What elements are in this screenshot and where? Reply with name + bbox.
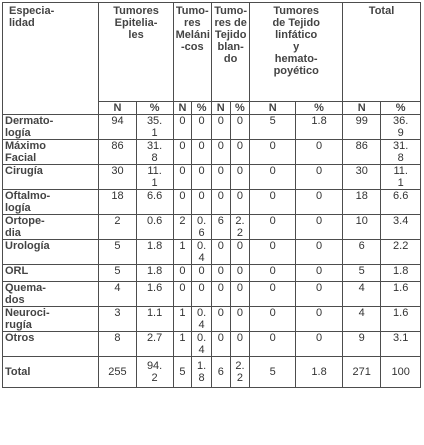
cell-percent: 0.6 xyxy=(136,215,173,240)
cell-percent: 1.6 xyxy=(381,282,421,307)
cell-percent: 0. 4 xyxy=(192,332,212,357)
cell-percent: 3.1 xyxy=(381,332,421,357)
cell-count: 0 xyxy=(211,265,230,282)
cell-count: 271 xyxy=(343,357,381,388)
cell-count: 0 xyxy=(211,115,230,140)
cell-count: 0 xyxy=(250,332,296,357)
cell-percent: 0 xyxy=(192,190,212,215)
cell-percent: 1.8 xyxy=(136,265,173,282)
cell-count: 10 xyxy=(343,215,381,240)
header-total: Total xyxy=(343,3,421,102)
cell-count: 0 xyxy=(211,332,230,357)
cell-count: 0 xyxy=(250,165,296,190)
cell-percent: 0 xyxy=(230,282,250,307)
row-specialty-name: ORL xyxy=(3,265,99,282)
table-row xyxy=(3,115,421,140)
sub-header-n: N xyxy=(211,102,230,115)
row-specialty-name: Urología xyxy=(3,240,99,265)
header-melanicos: Tumo- res Meláni -cos xyxy=(173,3,211,102)
cell-count: 1 xyxy=(173,240,192,265)
cell-count: 5 xyxy=(343,265,381,282)
cell-percent: 0 xyxy=(230,265,250,282)
cell-percent: 3.4 xyxy=(381,215,421,240)
cell-percent: 0 xyxy=(192,140,212,165)
cell-percent: 0 xyxy=(192,265,212,282)
cell-percent: 0 xyxy=(192,282,212,307)
cell-count: 0 xyxy=(211,165,230,190)
header-tejido-blando: Tumo- res de Tejido blan- do xyxy=(211,3,249,102)
cell-count: 0 xyxy=(250,140,296,165)
sub-header-pct: % xyxy=(296,102,343,115)
cell-percent: 1.6 xyxy=(136,282,173,307)
cell-percent: 0. 4 xyxy=(192,307,212,332)
sub-header-pct: % xyxy=(230,102,250,115)
header-linfatico: Tumores de Tejido linfático y hemato- poyético xyxy=(250,3,343,102)
cell-count: 2 xyxy=(99,215,136,240)
cell-count: 5 xyxy=(250,115,296,140)
cell-percent: 0 xyxy=(230,115,250,140)
cell-percent: 2.7 xyxy=(136,332,173,357)
cell-count: 9 xyxy=(343,332,381,357)
cell-percent: 36. 9 xyxy=(381,115,421,140)
sub-header-n: N xyxy=(99,102,136,115)
cell-count: 5 xyxy=(173,357,192,388)
cell-count: 1 xyxy=(173,332,192,357)
table-row xyxy=(3,215,421,240)
cell-count: 0 xyxy=(250,215,296,240)
sub-header-n: N xyxy=(250,102,296,115)
cell-percent: 0. 4 xyxy=(192,240,212,265)
header-especialidad: Especia- lidad xyxy=(3,3,99,115)
cell-percent: 6.6 xyxy=(381,190,421,215)
cell-percent: 6.6 xyxy=(136,190,173,215)
cell-count: 0 xyxy=(211,190,230,215)
row-specialty-name: Oftalmo- logía xyxy=(3,190,99,215)
row-specialty-name: Dermato- logía xyxy=(3,115,99,140)
cell-count: 0 xyxy=(211,240,230,265)
cell-percent: 100 xyxy=(381,357,421,388)
cell-count: 0 xyxy=(250,265,296,282)
cell-count: 0 xyxy=(173,140,192,165)
cell-percent: 1.8 xyxy=(136,240,173,265)
cell-percent: 1.8 xyxy=(296,115,343,140)
cell-count: 0 xyxy=(250,307,296,332)
cell-percent: 35. 1 xyxy=(136,115,173,140)
sub-header-n: N xyxy=(173,102,192,115)
table-row xyxy=(3,190,421,215)
table-row xyxy=(3,332,421,357)
table-row xyxy=(3,282,421,307)
cell-count: 0 xyxy=(173,165,192,190)
cell-percent: 2. 2 xyxy=(230,357,250,388)
table-row xyxy=(3,165,421,190)
cell-percent: 0 xyxy=(296,332,343,357)
cell-percent: 0. 6 xyxy=(192,215,212,240)
cell-percent: 11. 1 xyxy=(136,165,173,190)
cell-percent: 0 xyxy=(296,165,343,190)
cell-percent: 2.2 xyxy=(381,240,421,265)
cell-count: 0 xyxy=(250,282,296,307)
table-row xyxy=(3,265,421,282)
cell-count: 8 xyxy=(99,332,136,357)
cell-count: 86 xyxy=(343,140,381,165)
cell-percent: 94. 2 xyxy=(136,357,173,388)
sub-header-pct: % xyxy=(381,102,421,115)
cell-count: 30 xyxy=(343,165,381,190)
cell-percent: 0 xyxy=(296,307,343,332)
cell-percent: 1.6 xyxy=(381,307,421,332)
cell-count: 5 xyxy=(250,357,296,388)
cell-count: 18 xyxy=(99,190,136,215)
cell-percent: 0 xyxy=(192,115,212,140)
cell-percent: 31. 8 xyxy=(136,140,173,165)
cell-percent: 0 xyxy=(296,190,343,215)
cell-count: 6 xyxy=(211,357,230,388)
cell-percent: 0 xyxy=(230,332,250,357)
table-row xyxy=(3,240,421,265)
cell-percent: 1. 8 xyxy=(192,357,212,388)
cell-count: 4 xyxy=(99,282,136,307)
cell-percent: 1.1 xyxy=(136,307,173,332)
cell-count: 0 xyxy=(173,115,192,140)
cell-count: 3 xyxy=(99,307,136,332)
cell-count: 0 xyxy=(211,140,230,165)
sub-header-pct: % xyxy=(192,102,212,115)
row-specialty-name: Total xyxy=(3,357,99,388)
cell-percent: 0 xyxy=(296,240,343,265)
cell-count: 0 xyxy=(211,307,230,332)
cell-percent: 0 xyxy=(296,282,343,307)
table-row xyxy=(3,357,421,388)
row-specialty-name: Cirugía xyxy=(3,165,99,190)
table-body xyxy=(3,115,421,388)
cell-percent: 1.8 xyxy=(296,357,343,388)
cell-count: 86 xyxy=(99,140,136,165)
cell-count: 0 xyxy=(250,190,296,215)
row-specialty-name: Quema- dos xyxy=(3,282,99,307)
cell-percent: 0 xyxy=(230,240,250,265)
header-epiteliales: Tumores Epitelia- les xyxy=(99,3,173,102)
cell-percent: 0 xyxy=(296,265,343,282)
cell-count: 0 xyxy=(250,240,296,265)
cell-count: 0 xyxy=(173,265,192,282)
cell-percent: 0 xyxy=(296,140,343,165)
cell-percent: 0 xyxy=(230,165,250,190)
cell-count: 2 xyxy=(173,215,192,240)
cell-percent: 0 xyxy=(230,307,250,332)
cell-count: 4 xyxy=(343,282,381,307)
cell-percent: 0 xyxy=(230,190,250,215)
cell-count: 99 xyxy=(343,115,381,140)
row-specialty-name: Máximo Facial xyxy=(3,140,99,165)
cell-count: 6 xyxy=(211,215,230,240)
cell-percent: 0 xyxy=(230,140,250,165)
sub-header-pct: % xyxy=(136,102,173,115)
cell-percent: 2. 2 xyxy=(230,215,250,240)
sub-header-n: N xyxy=(343,102,381,115)
cell-percent: 11. 1 xyxy=(381,165,421,190)
tumor-specialty-table xyxy=(2,2,421,388)
cell-count: 6 xyxy=(343,240,381,265)
cell-count: 1 xyxy=(173,307,192,332)
cell-count: 5 xyxy=(99,265,136,282)
row-specialty-name: Neuroci- rugía xyxy=(3,307,99,332)
cell-count: 0 xyxy=(211,282,230,307)
cell-percent: 31. 8 xyxy=(381,140,421,165)
table-row xyxy=(3,307,421,332)
cell-count: 0 xyxy=(173,282,192,307)
cell-count: 94 xyxy=(99,115,136,140)
row-specialty-name: Otros xyxy=(3,332,99,357)
cell-percent: 0 xyxy=(296,215,343,240)
cell-count: 18 xyxy=(343,190,381,215)
row-specialty-name: Ortope- dia xyxy=(3,215,99,240)
cell-percent: 0 xyxy=(192,165,212,190)
cell-count: 5 xyxy=(99,240,136,265)
cell-count: 255 xyxy=(99,357,136,388)
table-row xyxy=(3,140,421,165)
cell-count: 0 xyxy=(173,190,192,215)
cell-count: 4 xyxy=(343,307,381,332)
cell-percent: 1.8 xyxy=(381,265,421,282)
cell-count: 30 xyxy=(99,165,136,190)
